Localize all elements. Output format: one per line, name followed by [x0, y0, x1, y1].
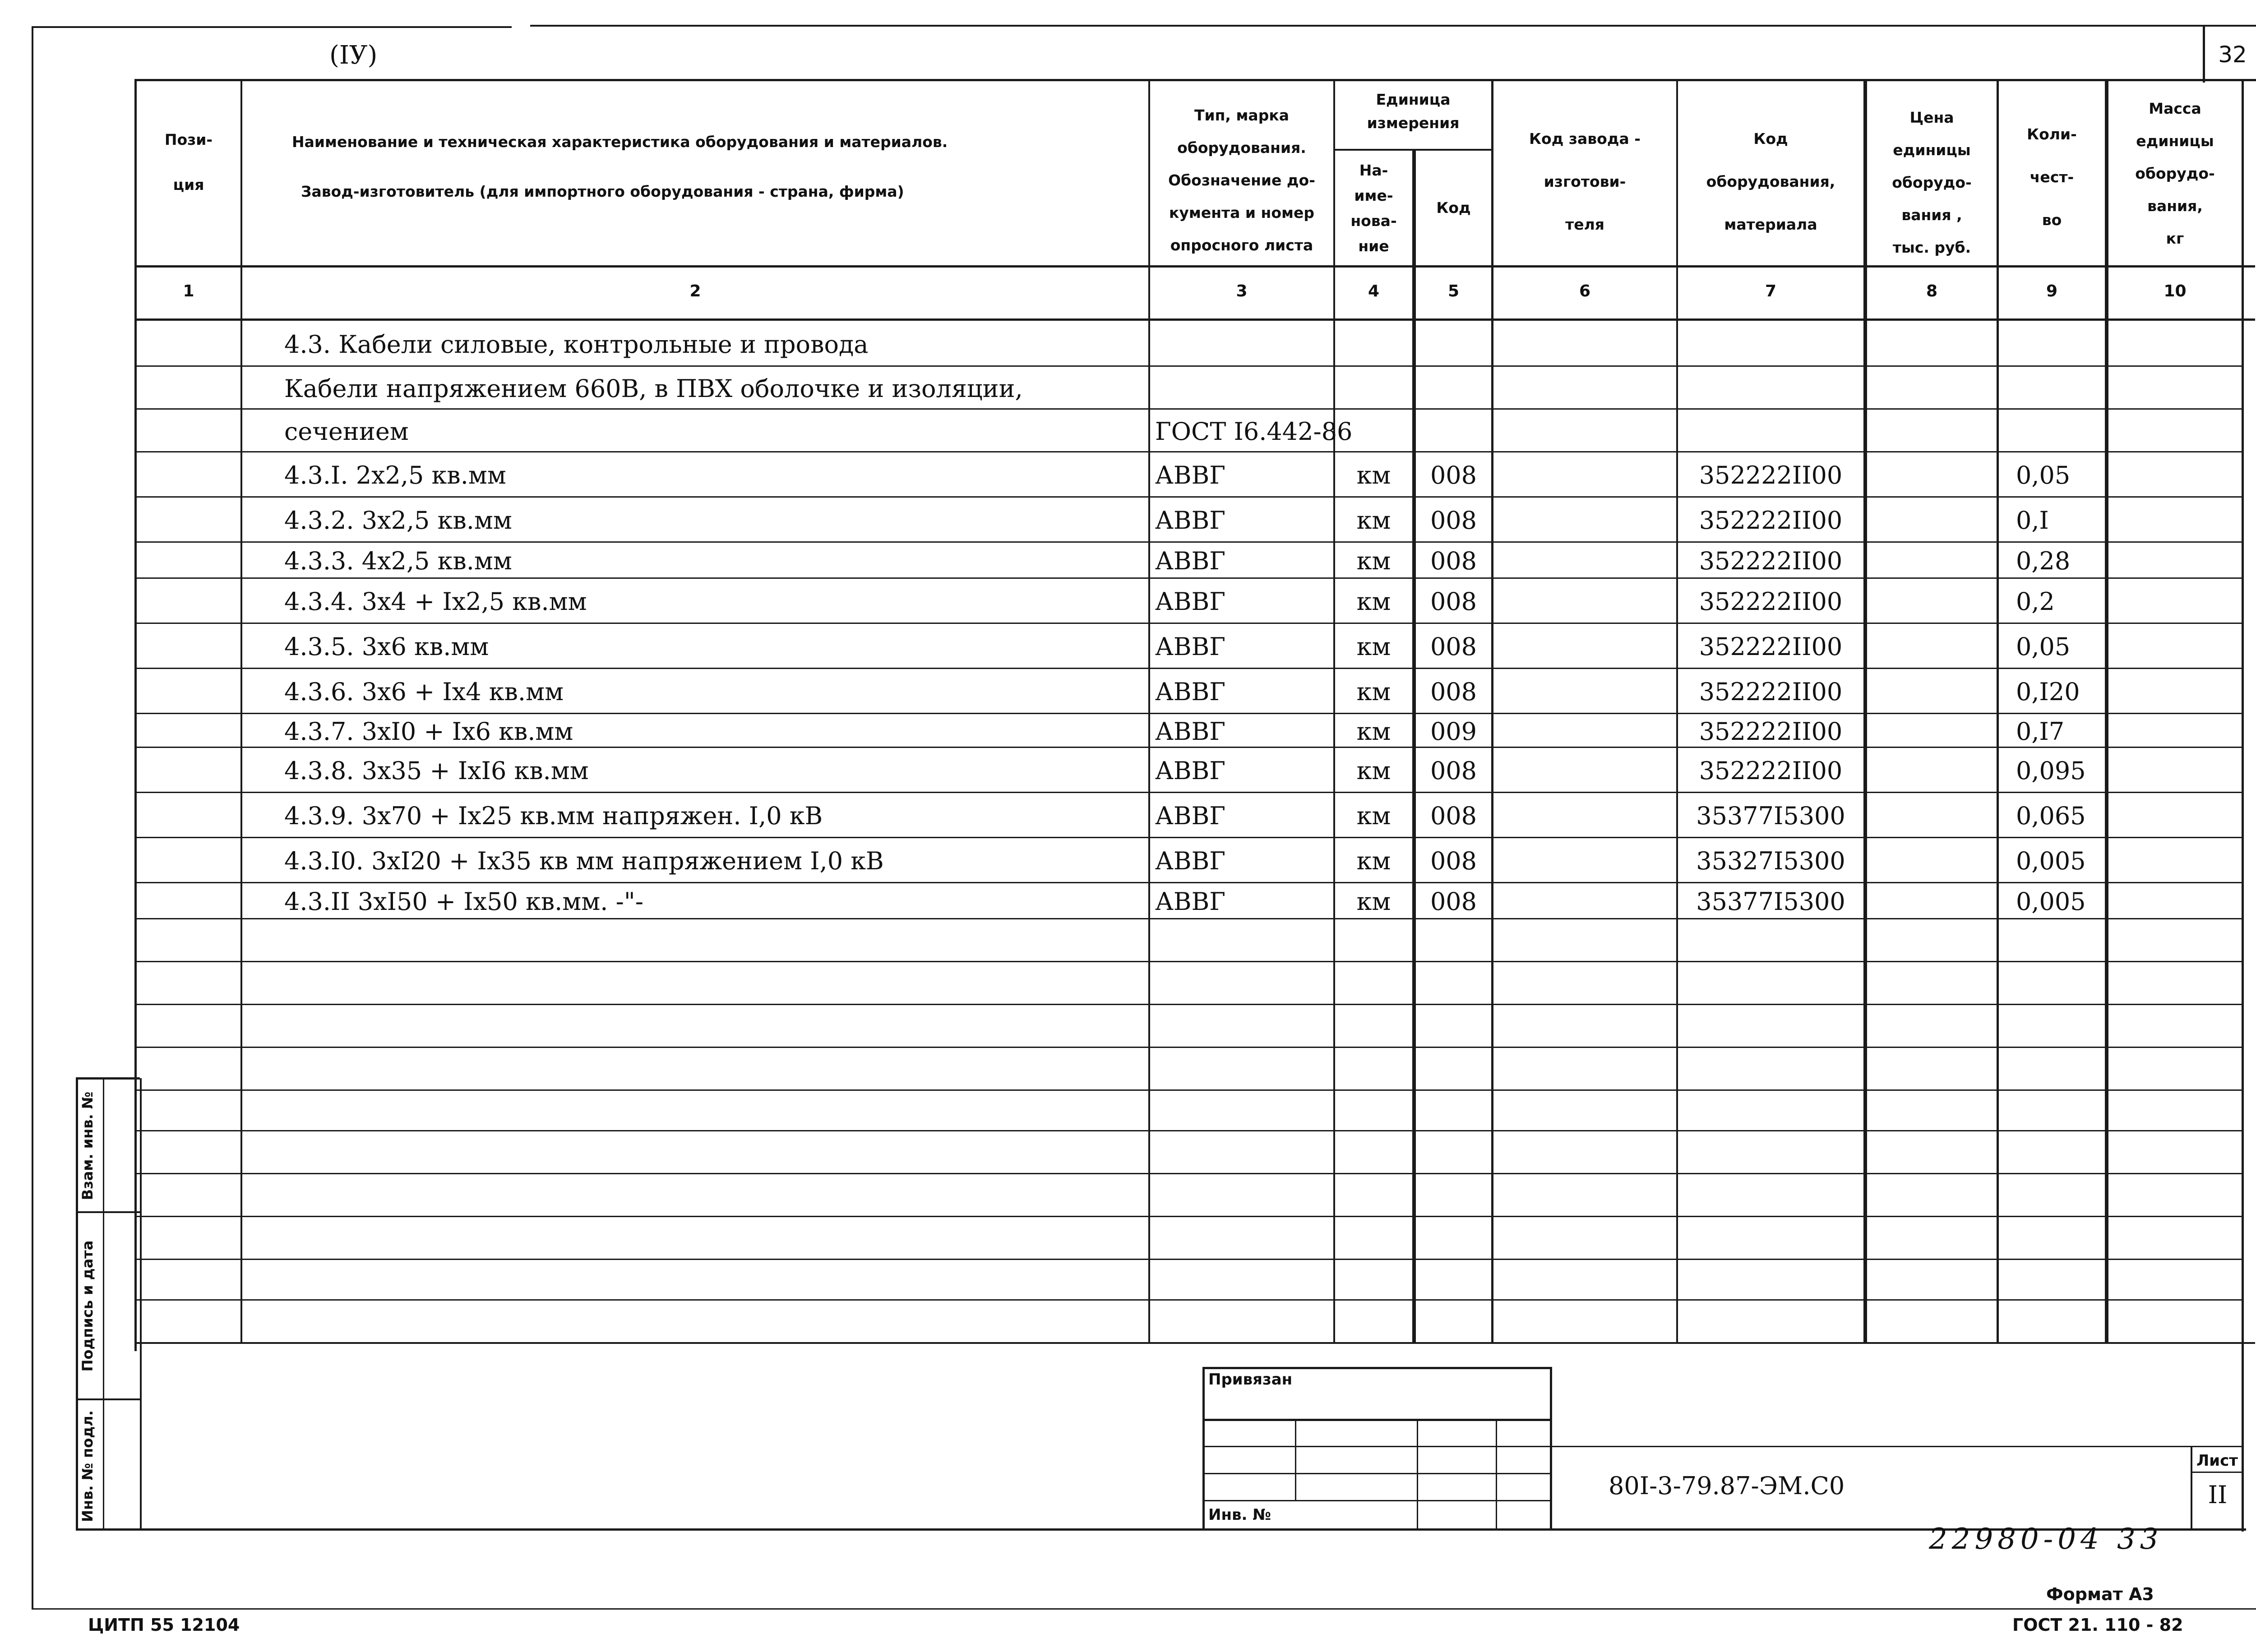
row-line	[137, 1089, 2242, 1091]
tb-bound-box-top	[1202, 1367, 1552, 1369]
cell-type: АВВГ	[1155, 887, 1226, 916]
cell-unit: км	[1356, 678, 1391, 706]
row-line	[137, 1004, 2242, 1005]
stamp-inner	[103, 1078, 104, 1529]
cell-code: 008	[1430, 547, 1477, 575]
cell-code: 009	[1430, 717, 1477, 746]
col-sep-7	[1863, 79, 1867, 1342]
row-line	[137, 713, 2242, 714]
header-unit-name: На- име- нова- ние	[1350, 162, 1397, 255]
cell-qty: 0,28	[2016, 547, 2071, 575]
cell-unit: км	[1356, 587, 1391, 616]
cell-qty: 0,005	[2016, 887, 2086, 916]
col-sep-9	[2105, 79, 2108, 1342]
tb-bound-box-left	[1202, 1367, 1205, 1529]
colnum-8: 8	[1926, 282, 1938, 300]
row-line	[137, 577, 2242, 579]
table-bottom	[134, 1342, 2255, 1344]
cell-code: 008	[1430, 506, 1477, 535]
cell-material-code: 352222II00	[1699, 757, 1843, 785]
row-line	[137, 1130, 2242, 1131]
table-top	[134, 79, 2256, 81]
cell-name: 4.3.7. 3хI0 + Iх6 кв.мм	[284, 717, 573, 746]
stamp-label-inventory: Инв. № подл.	[79, 1410, 96, 1522]
cell-code: 008	[1430, 632, 1477, 661]
cell-unit: км	[1356, 461, 1391, 489]
group-label: (IУ)	[329, 41, 378, 70]
tb-bound-col-1	[1295, 1419, 1296, 1500]
sheet-box-left	[2191, 1446, 2192, 1529]
header-name: Наименование и техническая характеристика оборудования и материалов. Завод-изготовитель (для импортного оборудования - страна, фирма)	[292, 133, 948, 200]
col-sep-5	[1491, 79, 1493, 1342]
cell-qty: 0,065	[2016, 802, 2086, 830]
col-sep-8	[1997, 79, 1999, 1342]
cell-material-code: 352222II00	[1699, 461, 1843, 489]
cell-unit: км	[1356, 802, 1391, 830]
table-right	[2242, 79, 2244, 1532]
cell-unit: км	[1356, 506, 1391, 535]
cell-code: 008	[1430, 847, 1477, 875]
row-line	[137, 918, 2242, 919]
row-line	[137, 623, 2242, 624]
cell-qty: 0,I7	[2016, 717, 2065, 746]
row-line	[137, 1259, 2242, 1260]
stamp-label-replace: Взам. инв. №	[79, 1091, 96, 1200]
col-sep-3	[1333, 79, 1335, 1342]
cell-qty: 0,I	[2016, 506, 2049, 535]
cell-code: 008	[1430, 587, 1477, 616]
cell-name: 4.3. Кабели силовые, контрольные и провода	[284, 330, 869, 359]
header-unit-group: Единица измерения	[1367, 91, 1460, 132]
tb-bound-col-3	[1496, 1419, 1497, 1529]
cell-unit: км	[1356, 887, 1391, 916]
cell-name: 4.3.9. 3х70 + Iх25 кв.мм напряжен. I,0 кВ	[284, 802, 823, 830]
cell-qty: 0,005	[2016, 847, 2086, 875]
row-line	[137, 496, 2242, 498]
colnum-2: 2	[689, 282, 701, 300]
row-line	[137, 882, 2242, 883]
cell-type: АВВГ	[1155, 847, 1226, 875]
cell-type: АВВГ	[1155, 802, 1226, 830]
cell-name: Кабели напряжением 660В, в ПВХ оболочке и изоляции,	[284, 374, 1023, 403]
footer-standard: ГОСТ 21. 110 - 82	[2012, 1615, 2183, 1635]
row-line	[137, 1047, 2242, 1048]
colnum-4: 4	[1368, 282, 1380, 300]
cell-material-code: 352222II00	[1699, 678, 1843, 706]
cell-unit: км	[1356, 757, 1391, 785]
colnum-5: 5	[1447, 282, 1460, 300]
row-line	[137, 365, 2242, 367]
col-sep-6	[1676, 79, 1678, 1342]
row-line	[137, 837, 2242, 838]
cell-qty: 0,I20	[2016, 678, 2080, 706]
row-line	[137, 408, 2242, 410]
cell-material-code: 352222II00	[1699, 632, 1843, 661]
unit-group-divider	[1333, 149, 1491, 151]
colnum-7: 7	[1765, 282, 1777, 300]
cell-name: 4.3.3. 4х2,5 кв.мм	[284, 547, 512, 575]
cell-type: АВВГ	[1155, 506, 1226, 535]
cell-type: АВВГ	[1155, 717, 1226, 746]
cell-code: 008	[1430, 757, 1477, 785]
header-mass: Масса единицы оборудо- вания, кг	[2135, 100, 2215, 247]
cell-name: 4.3.8. 3х35 + IхI6 кв.мм	[284, 757, 589, 785]
page-box-left	[2203, 26, 2205, 83]
cell-code: 008	[1430, 461, 1477, 489]
row-line	[137, 792, 2242, 793]
col-sep-2	[1148, 79, 1150, 1342]
cell-qty: 0,2	[2016, 587, 2055, 616]
row-line	[137, 1216, 2242, 1217]
frame-left	[32, 26, 33, 1610]
sheet-number: II	[2208, 1481, 2228, 1509]
stamp-left	[76, 1078, 78, 1529]
row-line	[137, 1299, 2242, 1301]
colnum-1: 1	[183, 282, 194, 300]
cell-name: 4.3.4. 3х4 + Iх2,5 кв.мм	[284, 587, 587, 616]
sheet-label: Лист	[2196, 1452, 2238, 1470]
tb-bound-row-3	[1202, 1473, 1552, 1474]
colnum-10: 10	[2164, 282, 2187, 300]
row-line	[137, 961, 2242, 962]
cell-name: 4.3.I0. 3хI20 + Iх35 кв мм напряжением I,0 кВ	[284, 847, 884, 875]
frame-top-left	[32, 26, 512, 28]
cell-qty: 0,095	[2016, 757, 2086, 785]
cell-unit: км	[1356, 547, 1391, 575]
cell-code: 008	[1430, 887, 1477, 916]
row-line	[137, 668, 2242, 669]
tb-bound-col-2	[1417, 1419, 1418, 1529]
tb-bound-row-2	[1202, 1446, 1552, 1447]
cell-name: 4.3.5. 3х6 кв.мм	[284, 632, 489, 661]
frame-top-right	[530, 25, 2256, 27]
row-line	[137, 541, 2242, 543]
numbers-bottom	[134, 318, 2255, 321]
cell-unit: км	[1356, 632, 1391, 661]
cell-name: 4.3.2. 3х2,5 кв.мм	[284, 506, 512, 535]
colnum-9: 9	[2046, 282, 2058, 300]
inv-label: Инв. №	[1208, 1506, 1271, 1524]
stamp-right	[140, 1078, 142, 1529]
cell-material-code: 352222II00	[1699, 506, 1843, 535]
cell-material-code: 352222II00	[1699, 717, 1843, 746]
cell-material-code: 352222II00	[1699, 587, 1843, 616]
row-line	[137, 1173, 2242, 1174]
cell-type: АВВГ	[1155, 757, 1226, 785]
tb-bound-box-right	[1550, 1367, 1552, 1529]
header-price: Цена единицы оборудо- вания , тыс. руб.	[1892, 109, 1972, 256]
header-position: Пози- ция	[164, 131, 213, 194]
header-quantity: Коли- чест- во	[2027, 125, 2077, 229]
header-bottom	[134, 265, 2255, 268]
cell-material-code: 35377I5300	[1696, 802, 1845, 830]
cell-unit: км	[1356, 847, 1391, 875]
tb-bound-row-1	[1202, 1419, 1552, 1421]
cell-qty: 0,05	[2016, 461, 2071, 489]
page-number: 32	[2218, 42, 2247, 68]
tb-doc-top	[1550, 1446, 2242, 1447]
cell-type: АВВГ	[1155, 461, 1226, 489]
colnum-3: 3	[1236, 282, 1248, 300]
col-sep-4	[1412, 149, 1416, 1342]
cell-type: АВВГ	[1155, 547, 1226, 575]
cell-type: АВВГ	[1155, 678, 1226, 706]
footer-format: Формат А3	[2046, 1584, 2154, 1604]
header-unit-code: Код	[1436, 199, 1471, 217]
bound-label: Привязан	[1208, 1371, 1293, 1389]
cell-type: ГОСТ I6.442-86	[1155, 417, 1353, 446]
cell-name: 4.3.II 3хI50 + Iх50 кв.мм. -"-	[284, 887, 643, 916]
row-line	[137, 451, 2242, 452]
colnum-6: 6	[1579, 282, 1591, 300]
table-left	[134, 79, 137, 1351]
cell-material-code: 35377I5300	[1696, 887, 1845, 916]
cell-name: 4.3.6. 3х6 + Iх4 кв.мм	[284, 678, 564, 706]
sheet-box-mid	[2191, 1472, 2242, 1473]
footer-left: ЦИТП 55 12104	[88, 1615, 240, 1635]
col-sep-1	[240, 79, 242, 1342]
header-factory-code: Код завода - изготови- теля	[1529, 130, 1641, 233]
frame-bottom	[32, 1608, 2256, 1610]
header-type: Тип, марка оборудования. Обозначение до- кумента и номер опросного листа	[1168, 106, 1315, 254]
cell-type: АВВГ	[1155, 587, 1226, 616]
cell-name: сечением	[284, 417, 409, 446]
cell-unit: км	[1356, 717, 1391, 746]
cell-name: 4.3.I. 2х2,5 кв.мм	[284, 461, 506, 489]
header-material-code: Код оборудования, материала	[1706, 130, 1835, 233]
cell-code: 008	[1430, 678, 1477, 706]
cell-qty: 0,05	[2016, 632, 2071, 661]
cell-material-code: 352222II00	[1699, 547, 1843, 575]
stamp-bottom	[76, 1528, 2246, 1531]
cell-material-code: 35327I5300	[1696, 847, 1845, 875]
stamp-label-signature: Подпись и дата	[79, 1240, 96, 1372]
tb-bound-row-4	[1202, 1500, 1552, 1501]
doc-code: 80I-3-79.87-ЭМ.С0	[1609, 1472, 1845, 1500]
cell-type: АВВГ	[1155, 632, 1226, 661]
cell-code: 008	[1430, 802, 1477, 830]
handwritten-number: 22980-04 33	[1929, 1523, 2163, 1556]
